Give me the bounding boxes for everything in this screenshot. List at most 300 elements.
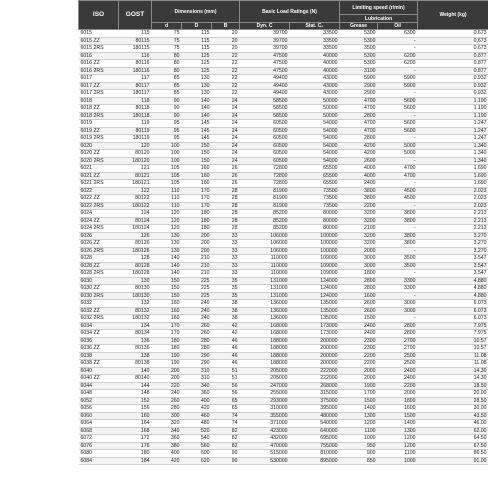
cell-gost: 118 [119, 97, 152, 105]
cell-grease: 3500 [340, 45, 378, 53]
cell-grease: 4700 [340, 127, 378, 135]
cell-weight: 20.00 [418, 390, 488, 398]
cell-oil: 3800 [378, 217, 418, 225]
cell-stat: 375000 [290, 397, 340, 405]
cell-D: 115 [182, 45, 212, 53]
cell-B: 20 [212, 30, 240, 38]
cell-d: 170 [152, 322, 182, 330]
cell-d: 120 [152, 210, 182, 218]
cell-grease: 3100 [340, 67, 378, 75]
cell-dync: 60500 [240, 120, 290, 128]
cell-gost: 80116 [119, 60, 152, 68]
cell-gost: 180122 [119, 202, 152, 210]
cell-D: 460 [182, 412, 212, 420]
cell-weight: 30.00 [418, 405, 488, 413]
cell-dync: 188000 [240, 337, 290, 345]
cell-stat: 895000 [290, 457, 340, 465]
cell-weight: 2.023 [418, 202, 488, 210]
cell-stat: 135000 [290, 315, 340, 323]
cell-D: 540 [182, 435, 212, 443]
cell-grease: 1800 [340, 270, 378, 278]
cell-oil: 4500 [378, 195, 418, 203]
cell-grease: 5300 [340, 60, 378, 68]
cell-gost: 128 [119, 255, 152, 263]
cell-B: 74 [212, 420, 240, 428]
cell-iso: 6032 [79, 300, 119, 308]
cell-oil: - [378, 292, 418, 300]
cell-weight: 1.340 [418, 157, 488, 165]
table-row [79, 112, 488, 120]
table-row [79, 337, 488, 345]
cell-oil: - [378, 112, 418, 120]
cell-D: 200 [182, 232, 212, 240]
cell-dync: 136000 [240, 300, 290, 308]
cell-gost: 121 [119, 165, 152, 173]
cell-grease: 2000 [340, 247, 378, 255]
cell-weight: 67.50 [418, 442, 488, 450]
cell-weight: 91.00 [418, 457, 488, 465]
cell-stat: 40000 [290, 67, 340, 75]
table-row [79, 255, 488, 263]
cell-oil: 5900 [378, 82, 418, 90]
cell-dync: 60500 [240, 127, 290, 135]
col-dync: Dyn. C [240, 23, 290, 30]
cell-stat: 100000 [290, 247, 340, 255]
cell-dync: 131000 [240, 277, 290, 285]
cell-D: 200 [182, 240, 212, 248]
table-row [79, 307, 488, 315]
cell-B: 82 [212, 435, 240, 443]
cell-gost: 80140 [119, 375, 152, 383]
table-row [79, 120, 488, 128]
cell-D: 125 [182, 67, 212, 75]
cell-gost: 164 [119, 420, 152, 428]
cell-iso: 6016 2RS [79, 67, 119, 75]
cell-D: 280 [182, 345, 212, 353]
cell-dync: 72800 [240, 165, 290, 173]
cell-dync: 39700 [240, 30, 290, 38]
cell-gost: 180128 [119, 270, 152, 278]
cell-B: 90 [212, 457, 240, 465]
col-iso: ISO [79, 1, 119, 30]
cell-B: 33 [212, 240, 240, 248]
cell-D: 600 [182, 450, 212, 458]
cell-gost: 144 [119, 382, 152, 390]
cell-gost: 180132 [119, 315, 152, 323]
cell-B: 26 [212, 165, 240, 173]
cell-B: 46 [212, 337, 240, 345]
cell-weight: 3.270 [418, 240, 488, 248]
cell-stat: 315000 [290, 390, 340, 398]
cell-B: 28 [212, 210, 240, 218]
table-row [79, 187, 488, 195]
cell-dync: 188000 [240, 360, 290, 368]
cell-D: 225 [182, 277, 212, 285]
table-row [79, 210, 488, 218]
cell-D: 160 [182, 165, 212, 173]
table-row [79, 247, 488, 255]
cell-oil: 3300 [378, 277, 418, 285]
cell-stat: 73500 [290, 202, 340, 210]
table-row [79, 390, 488, 398]
cell-gost: 180120 [119, 157, 152, 165]
cell-dync: 81900 [240, 187, 290, 195]
cell-stat: 268000 [290, 382, 340, 390]
cell-gost: 117 [119, 75, 152, 83]
cell-gost: 134 [119, 322, 152, 330]
cell-D: 130 [182, 82, 212, 90]
cell-iso: 6020 2RS [79, 157, 119, 165]
cell-iso: 6018 ZZ [79, 105, 119, 113]
cell-D: 180 [182, 225, 212, 233]
cell-d: 120 [152, 225, 182, 233]
cell-D: 125 [182, 52, 212, 60]
cell-oil: 5600 [378, 127, 418, 135]
cell-gost: 140 [119, 367, 152, 375]
cell-D: 160 [182, 180, 212, 188]
cell-iso: 6021 [79, 165, 119, 173]
cell-B: 35 [212, 285, 240, 293]
cell-oil: 4500 [378, 187, 418, 195]
col-D: D [182, 23, 212, 30]
table-row [79, 300, 488, 308]
cell-stat: 222000 [290, 367, 340, 375]
table-row [79, 270, 488, 278]
cell-d: 75 [152, 45, 182, 53]
cell-weight: 1.190 [418, 97, 488, 105]
cell-oil: - [378, 157, 418, 165]
cell-stat: 109000 [290, 255, 340, 263]
cell-stat: 200000 [290, 337, 340, 345]
cell-D: 140 [182, 105, 212, 113]
cell-stat: 40000 [290, 52, 340, 60]
cell-d: 100 [152, 150, 182, 158]
cell-iso: 6015 ZZ [79, 37, 119, 45]
cell-d: 150 [152, 285, 182, 293]
cell-weight: 1.190 [418, 105, 488, 113]
cell-B: 24 [212, 142, 240, 150]
table-row [79, 450, 488, 458]
cell-stat: 755000 [290, 442, 340, 450]
cell-oil: 3000 [378, 307, 418, 315]
cell-d: 420 [152, 457, 182, 465]
cell-iso: 6072 [79, 435, 119, 443]
cell-grease: 3200 [340, 210, 378, 218]
cell-stat: 200000 [290, 345, 340, 353]
table-row [79, 150, 488, 158]
cell-stat: 73500 [290, 195, 340, 203]
cell-iso: 6021 2RS [79, 180, 119, 188]
cell-gost: 180121 [119, 180, 152, 188]
cell-dync: 205000 [240, 375, 290, 383]
cell-iso: 6016 [79, 52, 119, 60]
cell-gost: 80134 [119, 330, 152, 338]
cell-d: 110 [152, 202, 182, 210]
cell-d: 120 [152, 217, 182, 225]
cell-d: 140 [152, 262, 182, 270]
cell-d: 130 [152, 232, 182, 240]
cell-D: 145 [182, 135, 212, 143]
cell-gost: 180 [119, 450, 152, 458]
cell-oil: - [378, 67, 418, 75]
cell-iso: 6015 2RS [79, 45, 119, 53]
cell-grease: 2600 [340, 157, 378, 165]
cell-weight: 4.880 [418, 277, 488, 285]
table-row [79, 367, 488, 375]
cell-d: 200 [152, 375, 182, 383]
cell-iso: 6076 [79, 442, 119, 450]
cell-weight: 4.880 [418, 292, 488, 300]
table-row [79, 37, 488, 45]
cell-grease: 2200 [340, 352, 378, 360]
cell-grease: 850 [340, 457, 378, 465]
table-row [79, 135, 488, 143]
cell-d: 220 [152, 382, 182, 390]
table-row [79, 90, 488, 98]
cell-B: 82 [212, 427, 240, 435]
cell-dync: 85200 [240, 210, 290, 218]
cell-D: 150 [182, 150, 212, 158]
cell-weight: 3.547 [418, 255, 488, 263]
cell-D: 210 [182, 255, 212, 263]
table-row [79, 195, 488, 203]
cell-stat: 135000 [290, 300, 340, 308]
cell-B: 74 [212, 412, 240, 420]
cell-grease: 2400 [340, 330, 378, 338]
cell-grease: 2200 [340, 360, 378, 368]
cell-D: 280 [182, 337, 212, 345]
cell-iso: 6028 2RS [79, 270, 119, 278]
cell-oil: 5900 [378, 75, 418, 83]
cell-stat: 54000 [290, 157, 340, 165]
cell-weight: 7.975 [418, 322, 488, 330]
cell-iso: 6060 [79, 412, 119, 420]
cell-weight: 11.08 [418, 352, 488, 360]
cell-B: 28 [212, 202, 240, 210]
cell-weight: 3.270 [418, 232, 488, 240]
cell-D: 150 [182, 157, 212, 165]
cell-dync: 293000 [240, 397, 290, 405]
table-row [79, 442, 488, 450]
cell-weight: 43.50 [418, 412, 488, 420]
cell-grease: 3000 [340, 255, 378, 263]
cell-oil: 2700 [378, 345, 418, 353]
cell-D: 240 [182, 307, 212, 315]
cell-dync: 310000 [240, 405, 290, 413]
cell-oil: 1200 [378, 442, 418, 450]
cell-dync: 47500 [240, 60, 290, 68]
cell-d: 85 [152, 75, 182, 83]
cell-iso: 6034 [79, 322, 119, 330]
cell-weight: 14.30 [418, 375, 488, 383]
cell-d: 90 [152, 97, 182, 105]
cell-oil: 1100 [378, 450, 418, 458]
cell-weight: 2.023 [418, 187, 488, 195]
cell-oil: 2800 [378, 322, 418, 330]
cell-weight: 86.50 [418, 450, 488, 458]
cell-iso: 6032 ZZ [79, 307, 119, 315]
cell-gost: 132 [119, 300, 152, 308]
cell-grease: 1300 [340, 412, 378, 420]
cell-B: 51 [212, 375, 240, 383]
cell-dync: 58500 [240, 97, 290, 105]
cell-gost: 80119 [119, 127, 152, 135]
cell-B: 82 [212, 442, 240, 450]
cell-B: 56 [212, 390, 240, 398]
cell-stat: 54000 [290, 142, 340, 150]
cell-dync: 110000 [240, 255, 290, 263]
col-grease: Grease [340, 23, 378, 30]
cell-dync: 131000 [240, 285, 290, 293]
cell-weight: 0.877 [418, 60, 488, 68]
cell-d: 105 [152, 172, 182, 180]
cell-B: 33 [212, 232, 240, 240]
cell-grease: 1900 [340, 382, 378, 390]
cell-dync: 136000 [240, 315, 290, 323]
cell-dync: 530000 [240, 457, 290, 465]
cell-D: 520 [182, 427, 212, 435]
table-row [79, 285, 488, 293]
table-row [79, 382, 488, 390]
cell-D: 170 [182, 202, 212, 210]
cell-stat: 50000 [290, 105, 340, 113]
cell-oil: 2500 [378, 352, 418, 360]
cell-d: 90 [152, 112, 182, 120]
cell-gost: 80122 [119, 195, 152, 203]
cell-weight: 1.690 [418, 165, 488, 173]
cell-B: 22 [212, 60, 240, 68]
cell-gost: 180116 [119, 67, 152, 75]
cell-weight: 1.190 [418, 112, 488, 120]
cell-d: 85 [152, 82, 182, 90]
cell-B: 56 [212, 382, 240, 390]
cell-B: 24 [212, 150, 240, 158]
cell-dync: 39700 [240, 37, 290, 45]
cell-gost: 138 [119, 352, 152, 360]
cell-d: 180 [152, 345, 182, 353]
cell-weight: 2.213 [418, 210, 488, 218]
cell-d: 160 [152, 307, 182, 315]
cell-oil: 2400 [378, 375, 418, 383]
cell-d: 360 [152, 435, 182, 443]
cell-grease: 2600 [340, 307, 378, 315]
cell-oil: 1300 [378, 427, 418, 435]
cell-iso: 6064 [79, 420, 119, 428]
cell-d: 300 [152, 412, 182, 420]
cell-gost: 176 [119, 442, 152, 450]
cell-gost: 126 [119, 232, 152, 240]
cell-grease: 1600 [340, 292, 378, 300]
cell-gost: 115 [119, 30, 152, 38]
cell-iso: 6020 ZZ [79, 150, 119, 158]
cell-gost: 80136 [119, 345, 152, 353]
cell-stat: 33500 [290, 30, 340, 38]
table-row [79, 397, 488, 405]
cell-B: 33 [212, 247, 240, 255]
cell-D: 130 [182, 75, 212, 83]
cell-B: 26 [212, 180, 240, 188]
cell-B: 46 [212, 345, 240, 353]
cell-stat: 54000 [290, 135, 340, 143]
cell-grease: 5300 [340, 37, 378, 45]
cell-oil: - [378, 225, 418, 233]
cell-weight: 0.932 [418, 82, 488, 90]
cell-D: 260 [182, 330, 212, 338]
cell-d: 340 [152, 427, 182, 435]
cell-grease: 4000 [340, 165, 378, 173]
cell-d: 105 [152, 180, 182, 188]
cell-weight: 1.690 [418, 172, 488, 180]
cell-weight: 2.213 [418, 217, 488, 225]
cell-dync: 371000 [240, 420, 290, 428]
cell-D: 210 [182, 262, 212, 270]
cell-grease: 4000 [340, 172, 378, 180]
cell-weight: 0.673 [418, 45, 488, 53]
cell-D: 480 [182, 420, 212, 428]
cell-gost: 180126 [119, 247, 152, 255]
cell-oil: 6300 [378, 30, 418, 38]
cell-gost: 156 [119, 405, 152, 413]
cell-D: 240 [182, 300, 212, 308]
cell-grease: 5300 [340, 52, 378, 60]
table-row [79, 232, 488, 240]
cell-stat: 80000 [290, 217, 340, 225]
table-row [79, 330, 488, 338]
cell-d: 90 [152, 105, 182, 113]
cell-d: 95 [152, 120, 182, 128]
table-row [79, 97, 488, 105]
cell-B: 42 [212, 322, 240, 330]
cell-iso: 6024 [79, 210, 119, 218]
col-stat: Stat. C₀ [290, 23, 340, 30]
cell-weight: 3.547 [418, 270, 488, 278]
cell-B: 28 [212, 195, 240, 203]
cell-d: 150 [152, 277, 182, 285]
cell-stat: 65500 [290, 180, 340, 188]
cell-d: 240 [152, 390, 182, 398]
cell-iso: 6024 ZZ [79, 217, 119, 225]
cell-gost: 80118 [119, 105, 152, 113]
cell-stat: 65500 [290, 172, 340, 180]
cell-stat: 100000 [290, 240, 340, 248]
cell-grease: 2400 [340, 322, 378, 330]
cell-oil: - [378, 90, 418, 98]
cell-gost: 80128 [119, 262, 152, 270]
cell-d: 150 [152, 292, 182, 300]
cell-iso: 6024 2RS [79, 225, 119, 233]
cell-gost: 122 [119, 187, 152, 195]
cell-stat: 695000 [290, 435, 340, 443]
cell-stat: 480000 [290, 412, 340, 420]
cell-D: 290 [182, 360, 212, 368]
cell-B: 24 [212, 127, 240, 135]
cell-stat: 135000 [290, 307, 340, 315]
cell-iso: 6019 2RS [79, 135, 119, 143]
cell-weight: 0.932 [418, 90, 488, 98]
cell-iso: 6018 [79, 97, 119, 105]
cell-weight: 4.880 [418, 285, 488, 293]
cell-iso: 6026 ZZ [79, 240, 119, 248]
cell-dync: 106000 [240, 247, 290, 255]
cell-D: 210 [182, 270, 212, 278]
cell-iso: 6048 [79, 390, 119, 398]
cell-grease: 1500 [340, 315, 378, 323]
table-body [79, 30, 488, 465]
cell-oil: 2000 [378, 390, 418, 398]
cell-d: 110 [152, 195, 182, 203]
cell-B: 22 [212, 75, 240, 83]
cell-iso: 6017 [79, 75, 119, 83]
